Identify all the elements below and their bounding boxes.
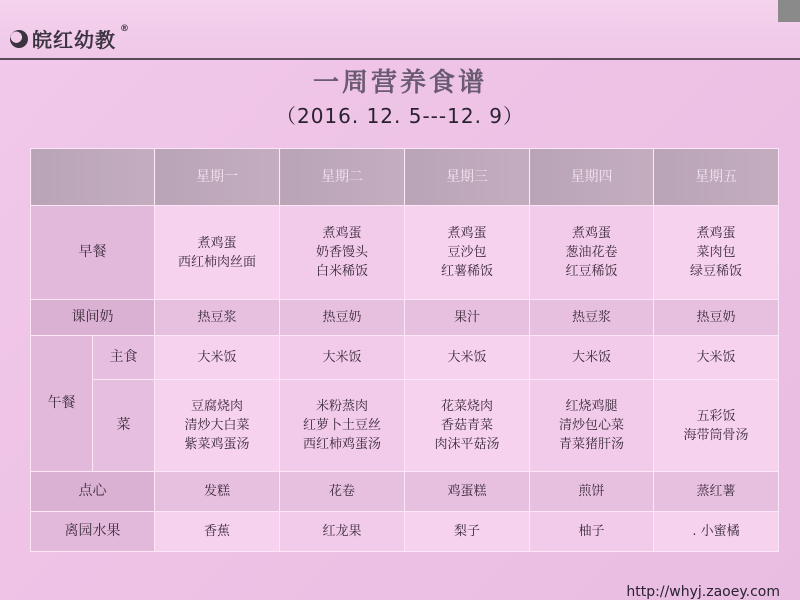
fruit-cell: 柚子 (530, 512, 654, 552)
table-row (31, 512, 779, 552)
day-header: 星期二 (280, 149, 405, 206)
staple-cell: 大米饭 (155, 336, 280, 380)
snack-milk-cell: 热豆浆 (155, 300, 280, 336)
menu-table (30, 148, 779, 552)
page-title: 一周营养食谱 (312, 68, 487, 98)
row-label-fruit: 离园水果 (31, 512, 155, 552)
dessert-cell: 鸡蛋糕 (405, 472, 530, 512)
staple-cell: 大米饭 (405, 336, 530, 380)
staple-cell: 大米饭 (530, 336, 654, 380)
dessert-cell: 发糕 (155, 472, 280, 512)
row-label-staple: 主食 (93, 336, 155, 380)
corner-shadow (778, 0, 800, 22)
dessert-cell: 煎饼 (530, 472, 654, 512)
table-row (31, 380, 779, 472)
dish-cell: 红烧鸡腿 清炒包心菜 青菜猪肝汤 (530, 380, 654, 472)
breakfast-cell: 煮鸡蛋 葱油花卷 红豆稀饭 (530, 206, 654, 300)
dish-cell: 豆腐烧肉 清炒大白菜 紫菜鸡蛋汤 (155, 380, 280, 472)
row-label-breakfast: 早餐 (31, 206, 155, 300)
header-bar (0, 0, 800, 60)
dish-cell: 米粉蒸肉 红萝卜土豆丝 西红柿鸡蛋汤 (280, 380, 405, 472)
snack-milk-cell: 热豆奶 (654, 300, 779, 336)
staple-cell: 大米饭 (654, 336, 779, 380)
breakfast-cell: 煮鸡蛋 菜肉包 绿豆稀饭 (654, 206, 779, 300)
header-corner (31, 149, 155, 206)
row-label-dessert: 点心 (31, 472, 155, 512)
dish-cell: 五彩饭 海带筒骨汤 (654, 380, 779, 472)
row-label-lunch: 午餐 (31, 336, 93, 472)
brand-name: 皖红幼教 (32, 28, 116, 52)
brand-logo (10, 24, 130, 53)
day-header: 星期四 (530, 149, 654, 206)
dessert-cell: 蒸红薯 (654, 472, 779, 512)
breakfast-cell: 煮鸡蛋 西红柿肉丝面 (155, 206, 280, 300)
day-header: 星期五 (654, 149, 779, 206)
dish-cell: 花菜烧肉 香菇青菜 肉沫平菇汤 (405, 380, 530, 472)
breakfast-cell: 煮鸡蛋 豆沙包 红薯稀饭 (405, 206, 530, 300)
fruit-cell: 红龙果 (280, 512, 405, 552)
fruit-cell: . 小蜜橘 (654, 512, 779, 552)
date-range: （2016. 12. 5---12. 9） (275, 104, 525, 128)
breakfast-cell: 煮鸡蛋 奶香馒头 白米稀饭 (280, 206, 405, 300)
snack-milk-cell: 果汁 (405, 300, 530, 336)
table-row (31, 472, 779, 512)
table-header-row (31, 149, 779, 206)
fruit-cell: 梨子 (405, 512, 530, 552)
day-header: 星期一 (155, 149, 280, 206)
table-row (31, 300, 779, 336)
day-header: 星期三 (405, 149, 530, 206)
footer-url: http://whyj.zaoey.com (626, 584, 780, 600)
dessert-cell: 花卷 (280, 472, 405, 512)
registered-mark: ® (120, 23, 130, 34)
row-label-snack-milk: 课间奶 (31, 300, 155, 336)
row-label-dishes: 菜 (93, 380, 155, 472)
fruit-cell: 香蕉 (155, 512, 280, 552)
table-row (31, 206, 779, 300)
snack-milk-cell: 热豆浆 (530, 300, 654, 336)
snack-milk-cell: 热豆奶 (280, 300, 405, 336)
staple-cell: 大米饭 (280, 336, 405, 380)
table-row (31, 336, 779, 380)
logo-icon (10, 30, 28, 48)
